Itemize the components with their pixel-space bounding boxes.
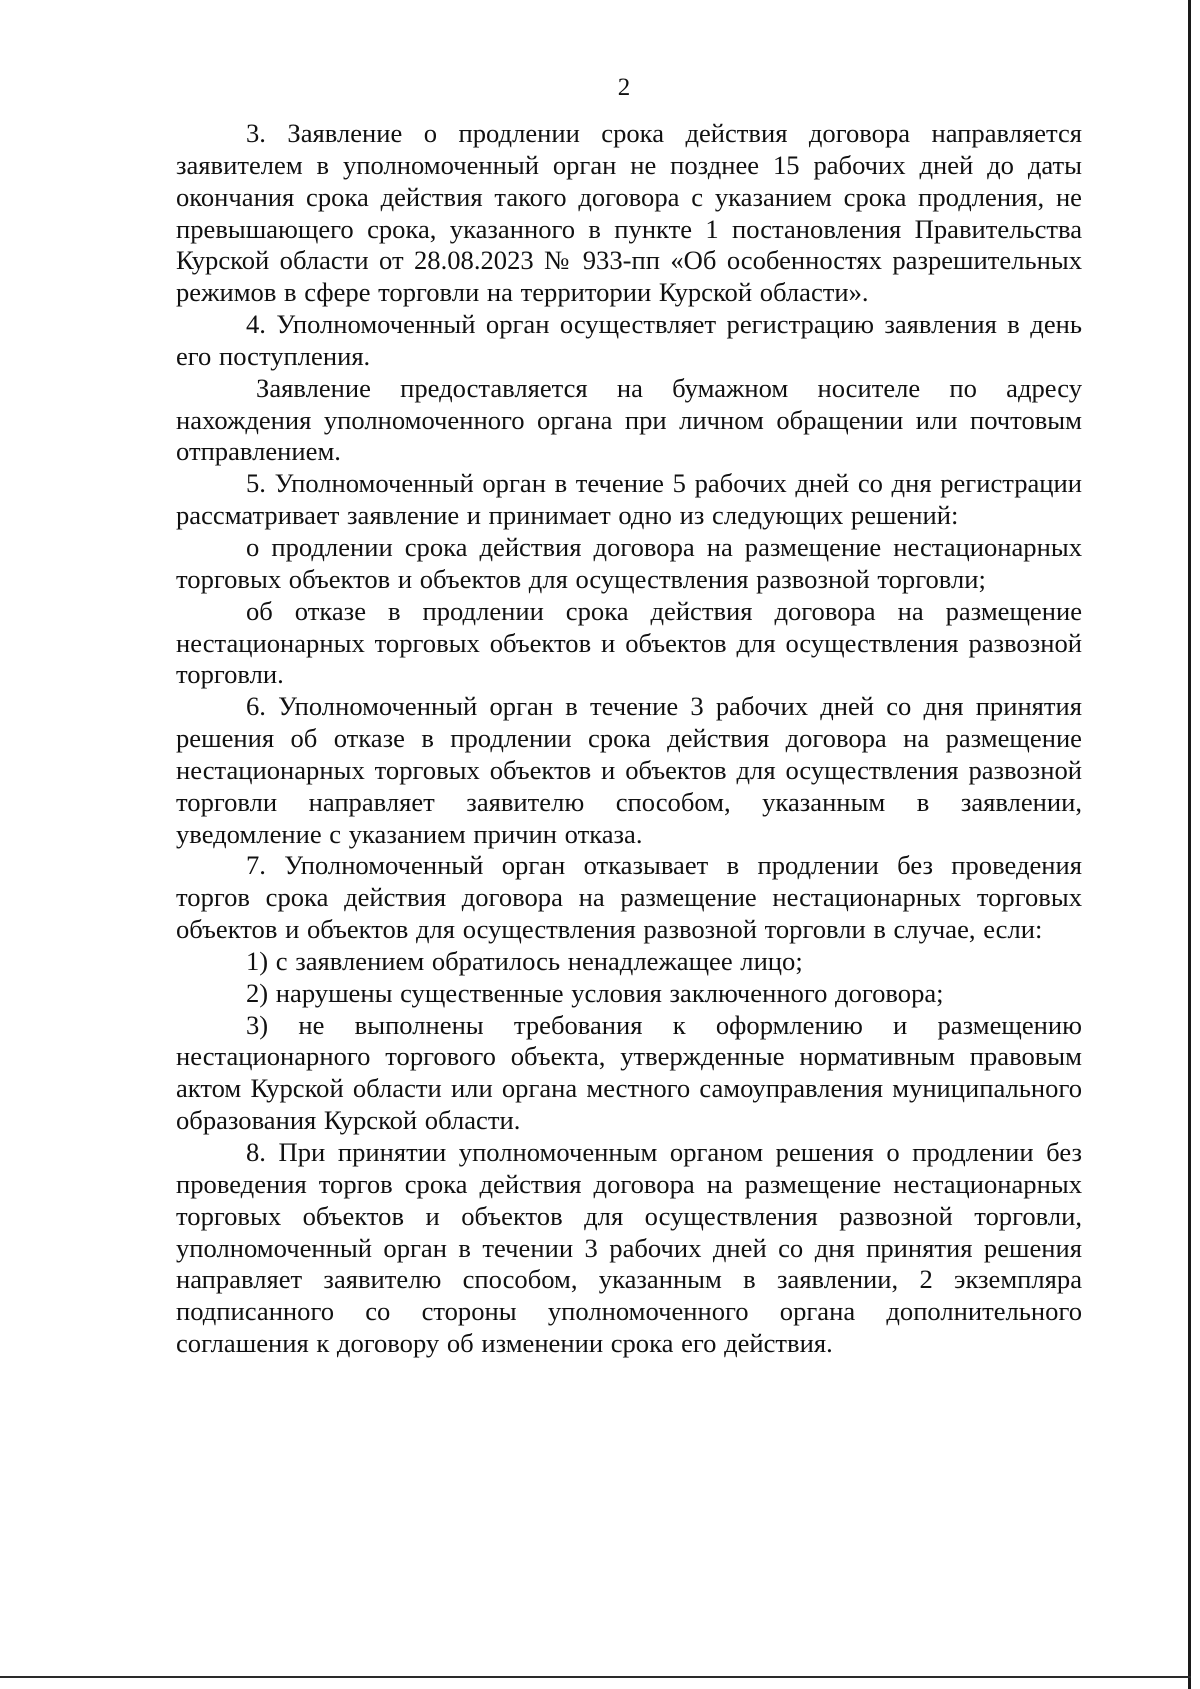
- scan-edge-bottom: [0, 1676, 1191, 1678]
- document-body: [176, 118, 1082, 1360]
- paragraph-7-item-3: 3) не выполнены требования к оформлению и размещению нестационарного торгового объекта, утвержденные нормативным правовым актом Курской области или органа местного самоуправления муниципального образования Курской области.: [176, 1009, 1082, 1136]
- paragraph-8: 8. При принятии уполномоченным органом решения о продлении без проведения торгов срока действия договора на размещение нестационарных торговых объектов и объектов для осуществления развозной торговли, уполномоченный орган в течении 3 рабочих дней со дня принятия решения направляет заявителю способом, указанным в заявлении, 2 экземпляра подписанного со стороны уполномоченного органа дополнительного соглашения к договору об изменении срока его действия.: [176, 1137, 1082, 1359]
- paragraph-5-option-extend: о продлении срока действия договора на размещение нестационарных торговых объектов и объектов для осуществления развозной торговли;: [176, 531, 1082, 594]
- paragraph-7-item-2: 2) нарушены существенные условия заключенного договора;: [246, 977, 944, 1008]
- paragraph-3: 3. Заявление о продлении срока действия договора направляется заявителем в уполномоченный орган не позднее 15 рабочих дней до даты окончания срока действия такого договора с указанием срока продления, не превышающего срока, указанного в пункте 1 постановления Правительства Курской области от 28.08.2023 № 933-пп «Об особенностях разрешительных режимов в сфере торговли на территории Курской области».: [176, 118, 1082, 308]
- paragraph-4-submission: Заявление предоставляется на бумажном носителе по адресу нахождения уполномоченного органа при личном обращении или почтовым отправлением.: [176, 372, 1082, 467]
- paragraph-7-item-1: 1) с заявлением обратилось ненадлежащее лицо;: [246, 945, 803, 976]
- paragraph-7: 7. Уполномоченный орган отказывает в продлении без проведения торгов срока действия договора на размещение нестационарных торговых объектов и объектов для осуществления развозной торговли в случае, если:: [176, 850, 1082, 945]
- paragraph-5-option-refuse: об отказе в продлении срока действия договора на размещение нестационарных торговых объектов и объектов для осуществления развозной торговли.: [176, 595, 1082, 690]
- paragraph-6: 6. Уполномоченный орган в течение 3 рабочих дней со дня принятия решения об отказе в продлении срока действия договора на размещение нестационарных торговых объектов и объектов для осуществления развозной торговли направляет заявителю способом, указанным в заявлении, уведомление с указанием причин отказа.: [176, 691, 1082, 849]
- paragraph-4: 4. Уполномоченный орган осуществляет регистрацию заявления в день его поступления.: [176, 309, 1082, 371]
- paragraph-5: 5. Уполномоченный орган в течение 5 рабочих дней со дня регистрации рассматривает заявление и принимает одно из следующих решений:: [176, 468, 1082, 531]
- scan-edge-right: [1188, 0, 1191, 1689]
- page-number: 2: [617, 74, 631, 101]
